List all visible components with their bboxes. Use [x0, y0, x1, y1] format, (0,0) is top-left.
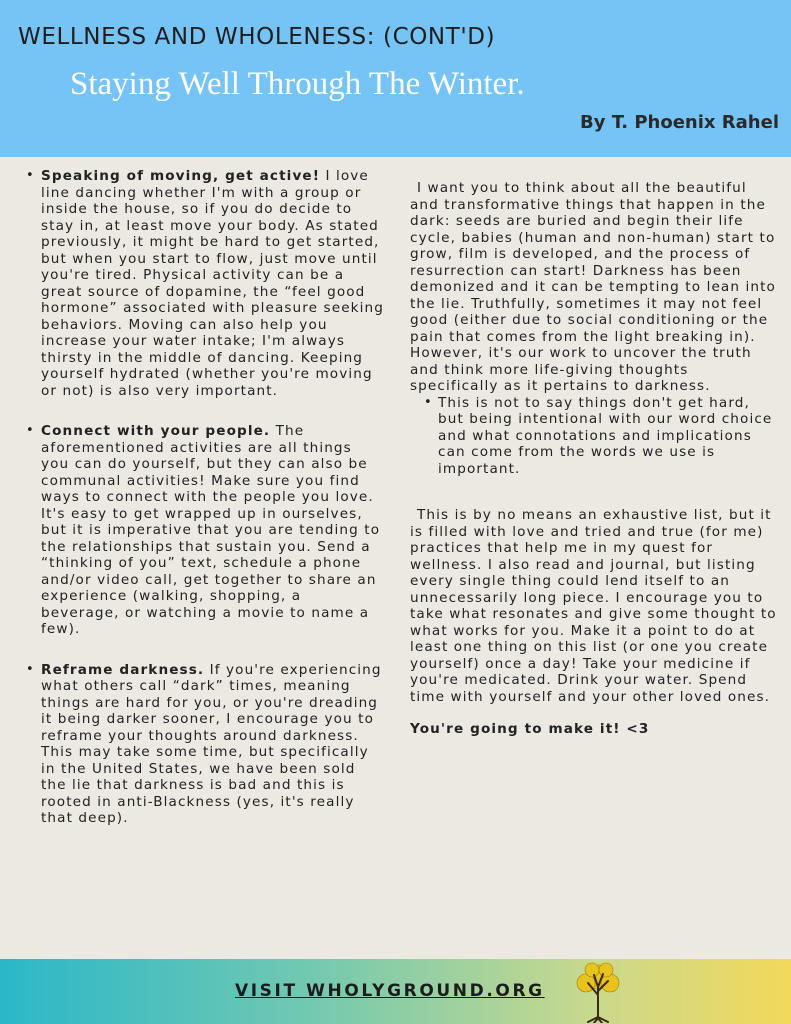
tip-heading: Reframe darkness.	[41, 661, 205, 678]
tip-body: If you're experiencing what others call “dark” times, meaning things are hard for you, or you're dreading it being darker sooner, I encourage you to reframe your thoughts around darkness. This may take some time, but specifically in the United States, we have been sold the lie that darkness is bad and this is rooted in anti-Blackness (yes, it's really that deep).	[41, 661, 382, 826]
bullet-icon: •	[26, 423, 35, 438]
website-link[interactable]: VISIT WHOLYGROUND.ORG	[235, 981, 545, 1001]
bullet-icon: •	[424, 394, 433, 410]
list-item	[24, 662, 384, 827]
list-item	[24, 423, 384, 638]
body-paragraph: I want you to think about all the beautiful and transformative things that happen in the dark: seeds are buried and begin their life cycle, babies (human and non-human) start to grow, film is developed, and the process of resurrection can start! Darkness has been demonized and it can be tempting to lean into the lie. Truthfully, sometimes it may not feel good (either due to social conditioning or the pain that comes from the light breaking in). However, it's our work to uncover the truth and think more life-giving thoughts specifically as it pertains to darkness.	[410, 180, 776, 394]
body-paragraph: This is by no means an exhaustive list, but it is filled with love and tried and true (for me) practices that help me in my quest for wellness. I also read and journal, but listing every single thing could lend itself to an unnecessarily long piece. I encourage you to take what resonates and give some thought to what works for you. Make it a point to do at least one thing on this list (or one you create yourself) once a day! Take your medicine if you're medicated. Drink your water. Spend time with yourself and your other loved ones.	[410, 507, 777, 705]
tree-logo-icon	[566, 961, 630, 1023]
bullet-icon: •	[26, 168, 35, 183]
tips-list	[24, 168, 384, 827]
list-item	[410, 395, 778, 478]
tip-heading: Connect with your people.	[41, 423, 271, 439]
footer-banner	[0, 959, 791, 1024]
bullet-text: This is not to say things don't get hard, but being intentional with our word choice and what connotations and implications can come from the words we use is important.	[438, 394, 773, 477]
tip-body: I love line dancing whether I'm with a group or inside the house, so if you do decide to stay in, at least move your body. As stated previously, it might be hard to get started, but when you start to flow, just move until you're tired. Physical activity can be a great source of dopamine, the “feel good hormone” associated with pleasure seeking behaviors. Moving can also help you increase your water intake; I'm always thirsty in the middle of dancing. Keeping yourself hydrated (whether you're moving or not) is also very important.	[41, 168, 384, 399]
tip-body: The aforementioned activities are all things you can do yourself, but they can also be communal activities! Make sure you find ways to connect with the people you love. It's easy to get wrapped up in ourselves, but it is imperative that you are tending to the relationships that sustain you. Send a “thinking of you” text, schedule a phone and/or video call, get together to share an experience (walking, shopping, a beverage, or watching a movie to name a few).	[41, 423, 381, 637]
left-column	[24, 168, 384, 851]
closing-line: You're going to make it! <3	[410, 721, 650, 737]
header-banner	[0, 0, 791, 157]
series-title: WELLNESS AND WHOLENESS: (CONT'D)	[18, 24, 496, 50]
right-column	[410, 180, 778, 751]
author-byline: By T. Phoenix Rahel	[579, 112, 779, 133]
tip-heading: Speaking of moving, get active!	[41, 168, 321, 184]
list-item	[24, 168, 384, 399]
article-title: Staying Well Through The Winter.	[70, 66, 525, 102]
bullet-icon: •	[26, 661, 35, 677]
